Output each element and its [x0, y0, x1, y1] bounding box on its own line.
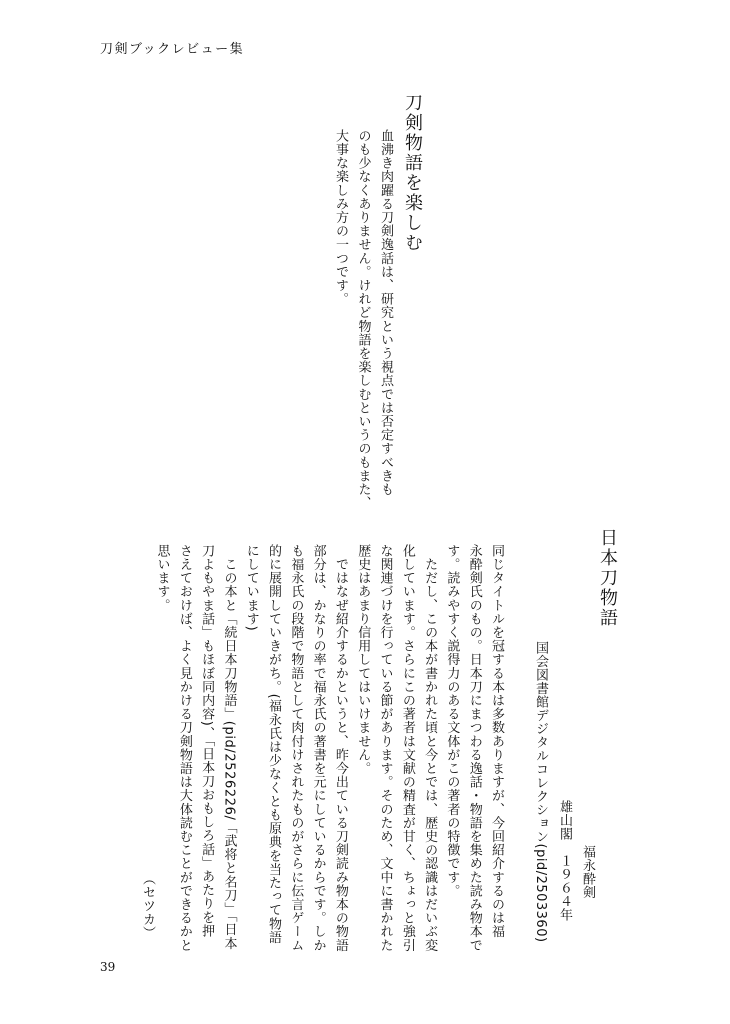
body-line: 思います。: [154, 544, 170, 612]
body-line: この本と「続日本刀物語」(pid/2526226/「武将と名刀」「日本: [221, 544, 237, 950]
intro-line: 大事な楽しみ方の一つです。: [333, 129, 348, 306]
body-line: 部分は、かなりの率で福永氏の著書を元にしているからです。しか: [310, 544, 326, 952]
body-line: 刀よもやま話」もほぼ同内容)、「日本刀おもしろ話」あたりを押: [199, 544, 215, 938]
intro-line: のも少なくありません。けれど物語を楽しむというのもまた、: [355, 129, 371, 510]
body-line: 同じタイトルを冠する本は多数ありますが、今回紹介するのは福: [489, 544, 504, 939]
review-publisher: 雄山閣 １９６４年: [557, 800, 572, 922]
review-title: 日本刀物語: [597, 528, 618, 628]
running-header: 刀剣ブックレビュー集: [100, 42, 245, 57]
body-line: ただし、この本が書かれた頃と今とでは、歴史の認識はだいぶ変: [422, 544, 438, 952]
body-line: 的に展開していきがち。(福永氏は少なくとも原典を当たって物語: [266, 544, 282, 945]
body-line: 歴史はあまり信用してはいけません。: [355, 544, 371, 776]
body-line: も福永氏の段階で物語として肉付けされたものがさらに伝言ゲーム: [288, 544, 304, 952]
body-line: 永酔剣氏のもの。日本刀にまつわる逸話・物語を集めた読み物本で: [466, 544, 482, 952]
review-source: 国会図書館デジタルコレクション(pid/2503360): [533, 641, 548, 943]
review-body: [149, 544, 506, 952]
body-line: さえておけば、よく見かける刀剣物語は大体読むことができるかと: [176, 544, 192, 952]
body-line: ではなぜ紹介するかというと、昨今出ている刀剣読み物本の物語: [332, 544, 348, 952]
body-line: な関連づけを行っている節があります。そのため、文中に書かれた: [377, 544, 393, 952]
intro-title: 刀剣物語を楽しむ: [402, 93, 423, 253]
page-number: 39: [100, 960, 116, 974]
review-author: 福永酔剣: [580, 845, 595, 899]
body-line: 化しています。さらにこの著者は文献の精査が甘く、ちょっと強引: [399, 544, 415, 952]
intro-text: [328, 129, 396, 510]
signature: （セツカ）: [140, 872, 155, 940]
intro-line: 血沸き肉躍る刀剣逸話は、研究という視点では否定すべきも: [378, 129, 393, 497]
body-line: にしています): [243, 544, 259, 632]
body-line: す。読みやすく説得力のある文体がこの著者の特徴です。: [444, 544, 460, 898]
